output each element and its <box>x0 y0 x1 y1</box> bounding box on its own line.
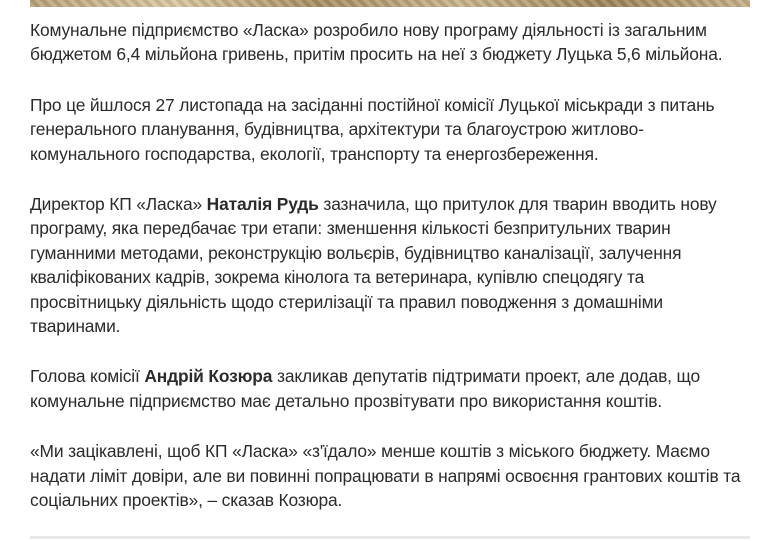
article-body <box>30 18 752 539</box>
paragraph-1: Комунальне підприємство «Ласка» розробило нову програму діяльності із загальним бюджетом 6,4 мільйона гривень, притім просить на неї з бюджету Луцька 5,6 мільйона. <box>30 20 723 65</box>
paragraph-3-intro: Директор КП «Ласка» <box>30 194 207 215</box>
paragraph-4-intro: Голова комісії <box>30 366 145 387</box>
section-divider <box>30 536 750 539</box>
paragraph-3 <box>30 192 752 338</box>
quote-paragraph: «Ми зацікавлені, щоб КП «Ласка» «з'їдало» менше коштів з міського бюджету. Маємо надати ліміт довіри, але ви повинні попрацювати в напрямі освоєння грантових коштів та соціальних проектів», – сказав Козюра. <box>30 441 741 511</box>
paragraph-3-text: зазначила, що притулок для тварин вводить нову програму, яка передбачає три етапи: зменшення кількості безпритульних тварин гуманними методами, реконструкцію вольєрів, будівництво каналізації, залучення кваліфікованих кадрів, зокрема кінолога та ветеринара, купівлю спецодягу та просвітницьку діяльність щодо стерилізації та правил поводження з домашніми тваринами. <box>30 194 717 337</box>
person-name-andrii-koziura: Андрій Козюра <box>144 366 273 387</box>
article-photo-bottom-edge <box>30 0 750 7</box>
paragraph-4-text: закликав депутатів підтримати проект, але додав, що комунальне підприємство має детально прозвітувати про використання коштів. <box>30 366 701 411</box>
paragraph-4 <box>30 364 752 413</box>
paragraph-2: Про це йшлося 27 листопада на засіданні постійної комісії Луцької міськради з питань генерального планування, будівництва, архітектури та благоустрою житлово-комунального господарства, екології, транспорту та енергозбереження. <box>30 94 715 164</box>
person-name-natalia-rud: Наталія Рудь <box>206 194 319 215</box>
